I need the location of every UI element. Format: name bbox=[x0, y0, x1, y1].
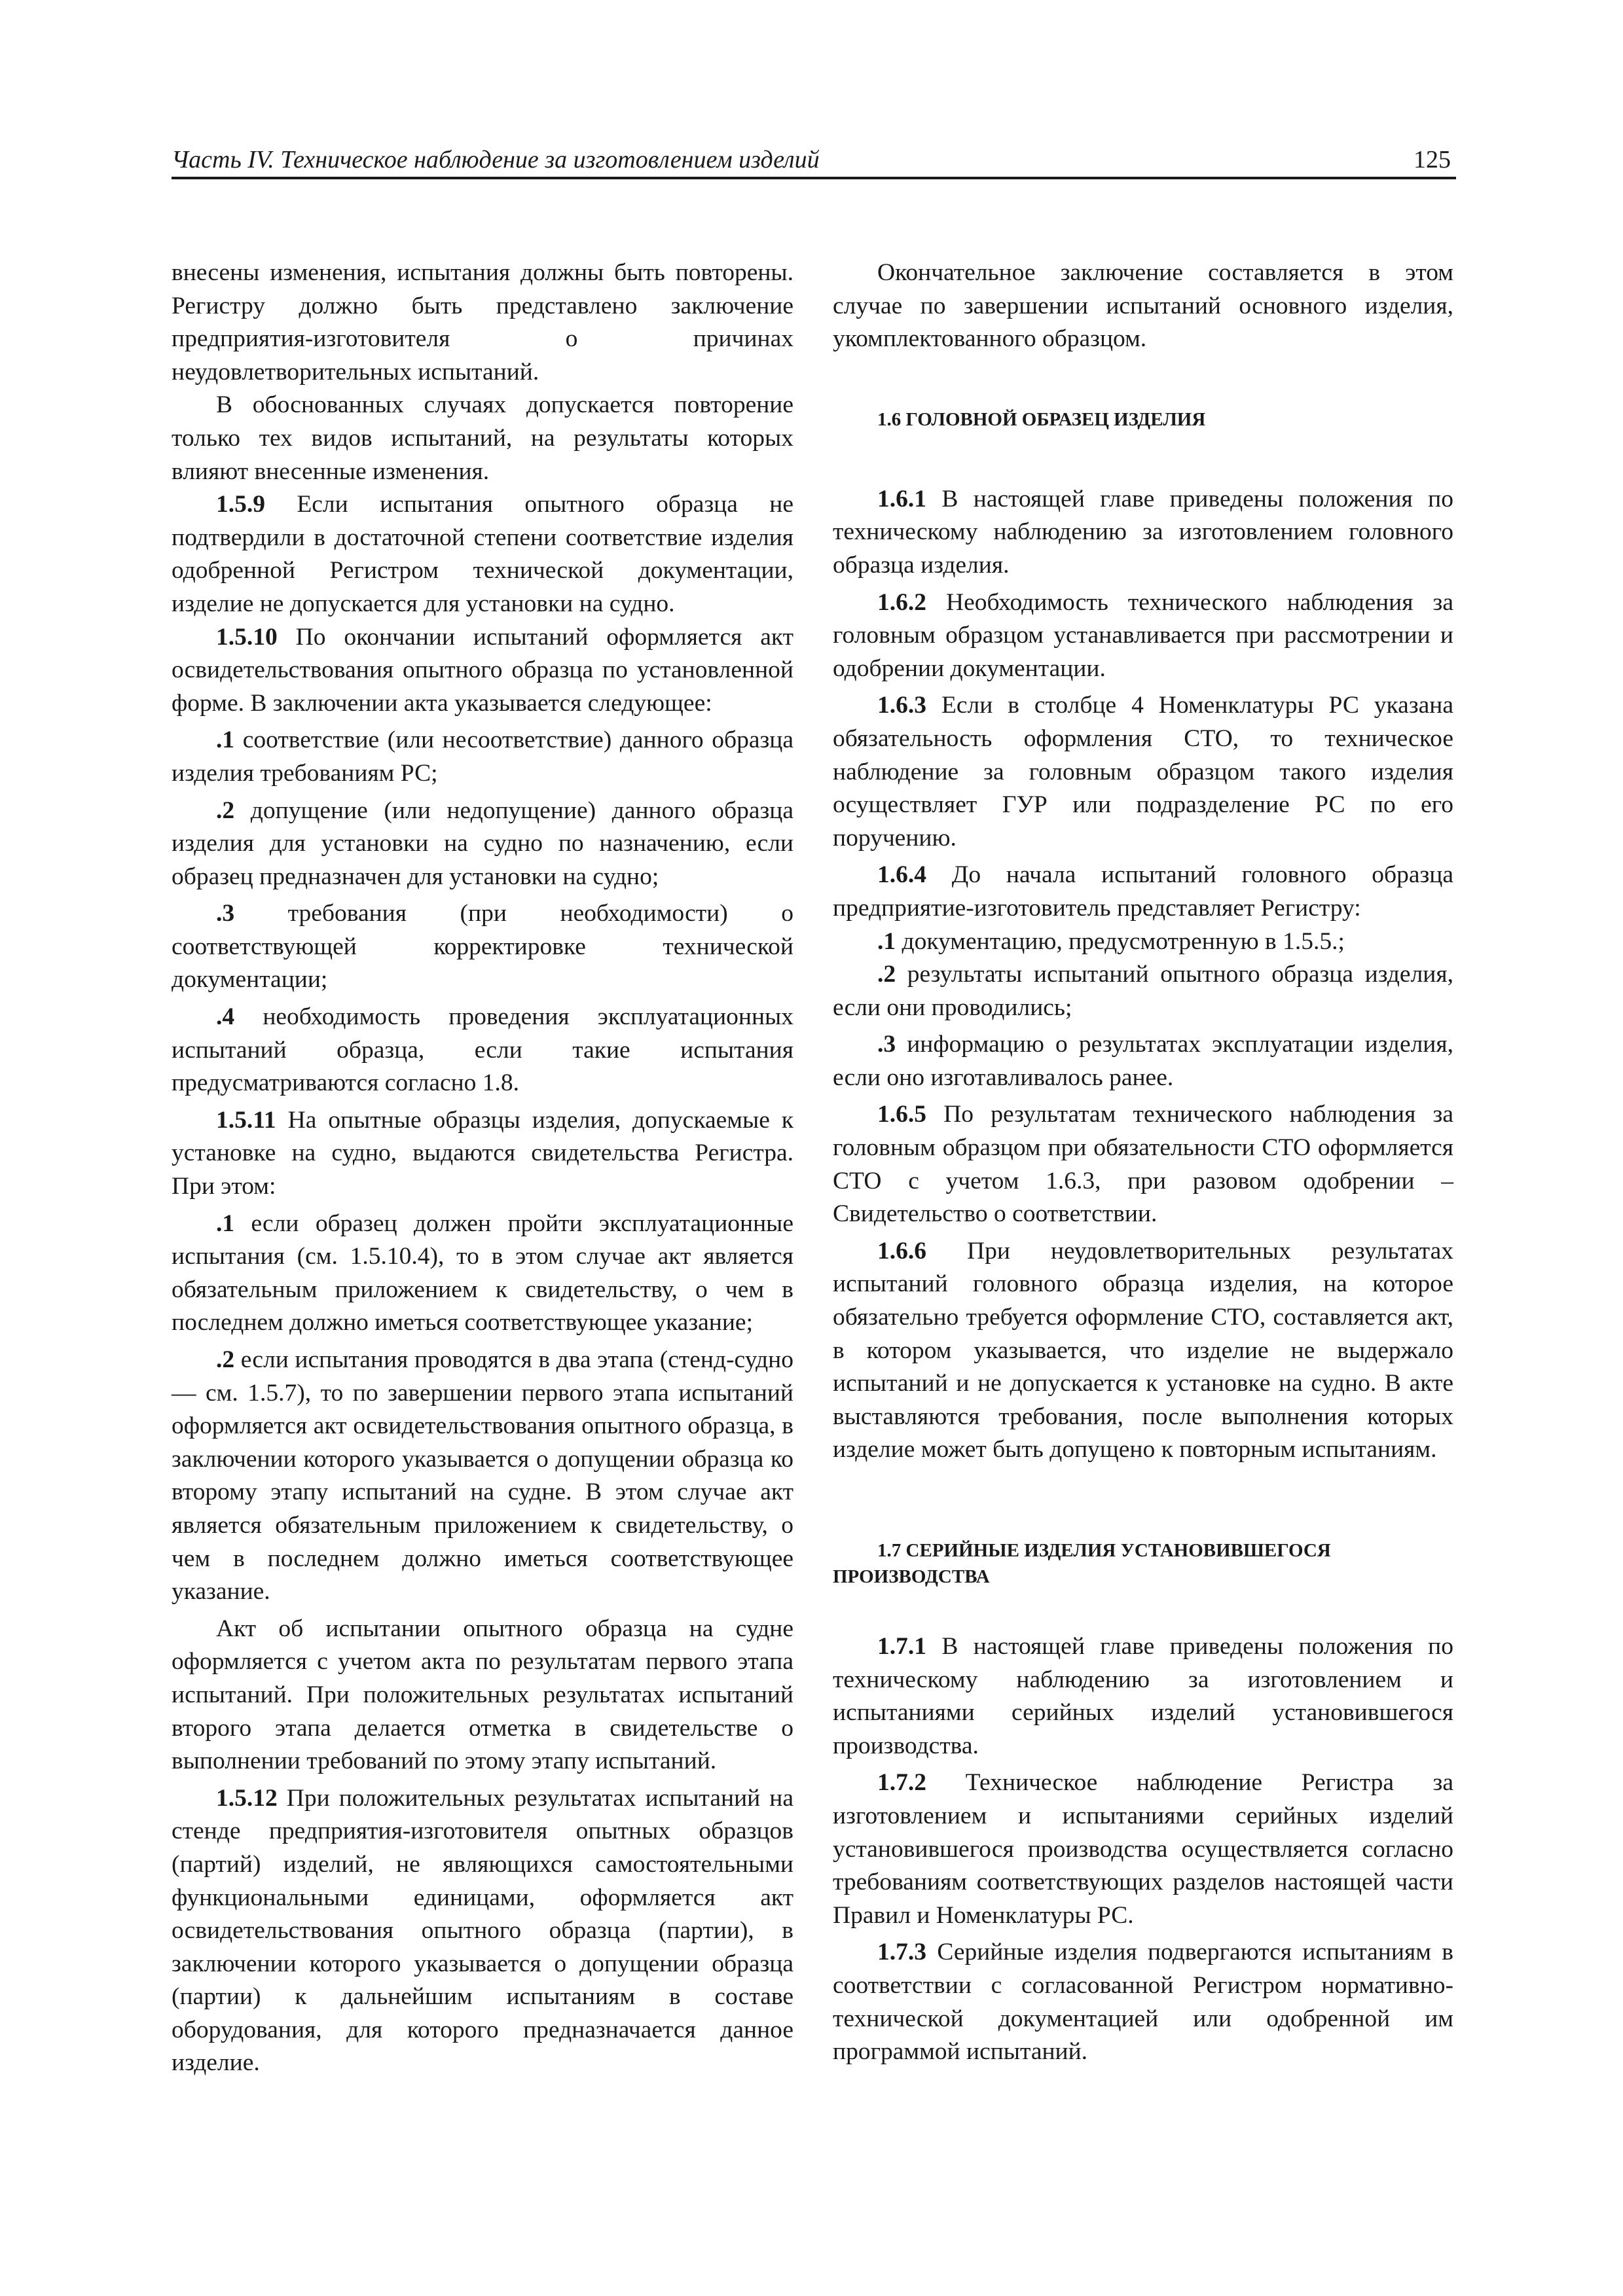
clause-1-6-3: 1.6.3 Если в столбце 4 Номенклатуры РС указана обязательность оформления СТО, то техническое наблюдение за головным образцом такого изделия осуществляет ГУР или подразделение РС по его поручению. bbox=[833, 692, 1453, 852]
paragraph: внесены изменения, испытания должны быть повторены. Регистру должно быть представлено заключение предприятия-изготовителя о причинах неудовлетворительных испытаний. bbox=[172, 259, 793, 386]
clause-1-7-3: 1.7.3 Серийные изделия подвергаются испытаниям в соответствии с согласованной Регистром нормативно-технической документацией или одобренной им программой испытаний. bbox=[833, 1939, 1453, 2066]
clause-1-5-11: 1.5.11 На опытные образцы изделия, допускаемые к установке на судно, выдаются свидетельства Регистра. При этом: bbox=[172, 1106, 793, 1200]
list-item: .1 соответствие (или несоответствие) данного образца изделия требованиям РС; bbox=[172, 726, 793, 787]
page-number: 125 bbox=[1413, 146, 1451, 173]
list-item: .2 допущение (или недопущение) данного образца изделия для установки на судно по назначению, если образец предназначен для установки на судно; bbox=[172, 797, 793, 890]
list-item: .2 результаты испытаний опытного образца изделия, если они проводились; bbox=[833, 961, 1453, 1021]
right-column bbox=[833, 257, 1453, 2069]
clause-1-6-6: 1.6.6 При неудовлетворительных результатах испытаний головного образца изделия, на которое обязательно требуется оформление СТО, составляется акт, в котором указывается, что изделие не выдержало испытаний и не допускается к установке на судно. В акте выставляются требования, после выполнения которых изделие может быть допущено к повторным испытаниям. bbox=[833, 1237, 1453, 1463]
clause-1-7-2: 1.7.2 Техническое наблюдение Регистра за изготовлением и испытаниями серийных изделий установившегося производства осуществляется согласно требованиям соответствующих разделов настоящей части Правил и Номенклатуры РС. bbox=[833, 1769, 1453, 1929]
list-item: .1 если образец должен пройти эксплуатационные испытания (см. 1.5.10.4), то в этом случае акт является обязательным приложением к свидетельству, о чем в последнем должно иметься соответствующее указание; bbox=[172, 1210, 793, 1336]
clause-1-5-12: 1.5.12 При положительных результатах испытаний на стенде предприятия-изготовителя опытных образцов (партий) изделий, не являющихся самостоятельными функциональными единицами, оформляется акт освидетельствования опытного образца (партии), в заключении которого указывается о допущении образца (партии) к дальнейшим испытаниям в составе оборудования, для которого предназначается данное изделие. bbox=[172, 1784, 793, 2077]
clause-1-6-1: 1.6.1 В настоящей главе приведены положения по техническому наблюдению за изготовлением головного образца изделия. bbox=[833, 485, 1453, 579]
running-title: Часть IV. Техническое наблюдение за изготовлением изделий bbox=[172, 146, 820, 173]
list-item: .2 если испытания проводятся в два этапа (стенд-судно — см. 1.5.7), то по завершении первого этапа испытаний оформляется акт освидетельствования опытного образца, в заключении которого указывается о допущении образца ко второму этапу испытаний на судне. В этом случае акт является обязательным приложением к свидетельству, о чем в последнем должно иметься соответствующее указание. bbox=[172, 1346, 793, 1605]
clause-1-5-10: 1.5.10 По окончании испытаний оформляется акт освидетельствования опытного образца по установленной форме. В заключении акта указывается следующее: bbox=[172, 623, 793, 717]
list-item: .3 информацию о результатах эксплуатации изделия, если оно изготавливалось ранее. bbox=[833, 1031, 1453, 1091]
list-item: .3 требования (при необходимости) о соответствующей корректировке технической документации; bbox=[172, 900, 793, 994]
list-item: .1 документацию, предусмотренную в 1.5.5.; bbox=[877, 927, 1345, 955]
section-heading-1-7: 1.7 СЕРИЙНЫЕ ИЗДЕЛИЯ УСТАНОВИВШЕГОСЯ ПРОИЗВОДСТВА bbox=[833, 1540, 1331, 1587]
left-column bbox=[172, 257, 793, 2080]
list-item: .4 необходимость проведения эксплуатационных испытаний образца, если такие испытания предусматриваются согласно 1.8. bbox=[172, 1003, 793, 1097]
paragraph: Окончательное заключение составляется в этом случае по завершении испытаний основного изделия, укомплектованного образцом. bbox=[833, 259, 1453, 353]
paragraph: Акт об испытании опытного образца на судне оформляется с учетом акта по результатам первого этапа испытаний. При положительных результатах испытаний второго этапа делается отметка в свидетельстве о выполнении требований по этому этапу испытаний. bbox=[172, 1615, 793, 1775]
clause-1-7-1: 1.7.1 В настоящей главе приведены положения по техническому наблюдению за изготовлением и испытаниями серийных изделий установившегося производства. bbox=[833, 1633, 1453, 1759]
clause-1-6-5: 1.6.5 По результатам технического наблюдения за головным образцом при обязательности СТО оформляется СТО с учетом 1.6.3, при разовом одобрении – Свидетельство о соответствии. bbox=[833, 1101, 1453, 1228]
clause-1-6-2: 1.6.2 Необходимость технического наблюдения за головным образцом устанавливается при рассмотрении и одобрении документации. bbox=[833, 588, 1453, 682]
paragraph: В обоснованных случаях допускается повторение только тех видов испытаний, на результаты которых влияют внесенные изменения. bbox=[172, 391, 793, 485]
section-heading-1-6: 1.6 ГОЛОВНОЙ ОБРАЗЕЦ ИЗДЕЛИЯ bbox=[877, 408, 1206, 430]
header-divider bbox=[172, 177, 1456, 179]
clause-1-5-9: 1.5.9 Если испытания опытного образца не подтвердили в достаточной степени соответствие изделия одобренной Регистром технической документации, изделие не допускается для установки на судно. bbox=[172, 491, 793, 617]
clause-1-6-4: 1.6.4 До начала испытаний головного образца предприятие-изготовитель представляет Регистру: bbox=[833, 861, 1453, 922]
page-header bbox=[172, 145, 1453, 179]
